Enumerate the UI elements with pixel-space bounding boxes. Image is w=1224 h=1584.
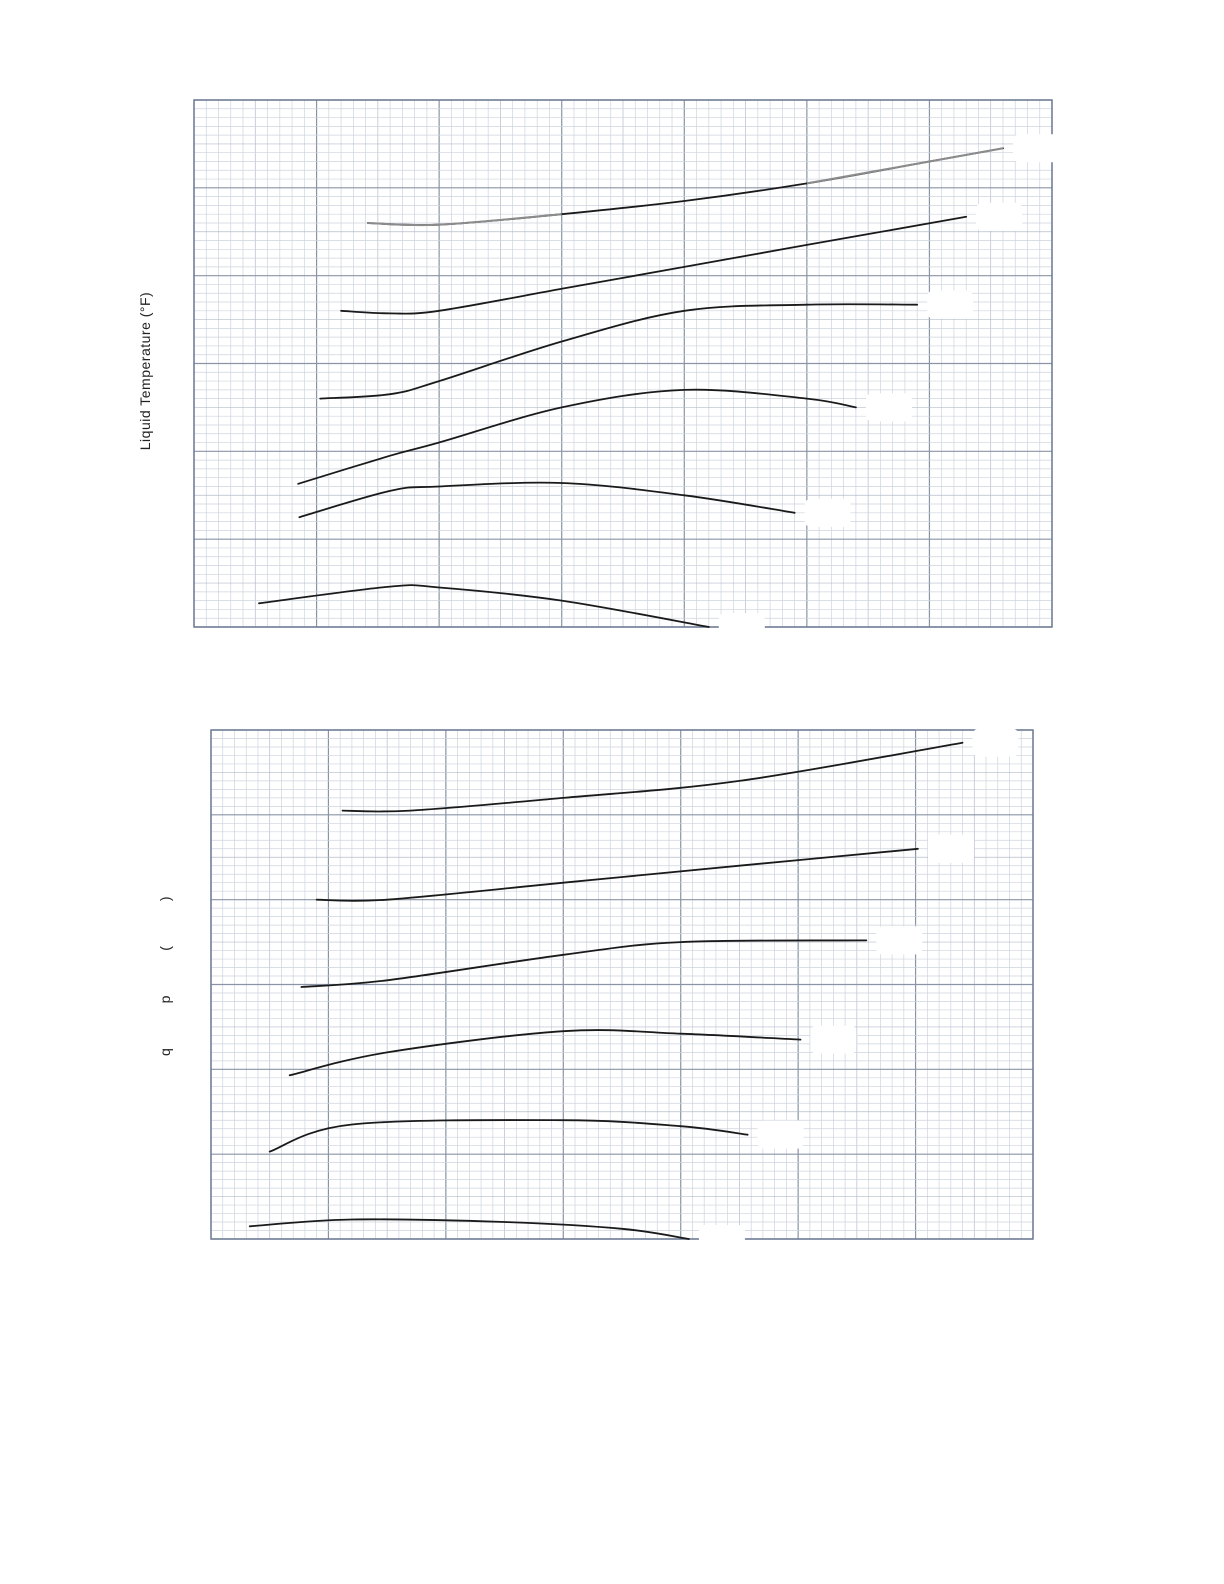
series-label-patch-5 [805,499,851,527]
series-group [259,134,1059,641]
series-line-4 [298,390,856,484]
series-line-2 [317,849,918,901]
series-label-patch-4 [810,1026,856,1054]
series-group [250,729,1019,1253]
series-line-1 [343,743,963,812]
series-label-patch-3 [876,926,922,954]
series-label-patch-6 [719,613,765,641]
series-line-2 [341,217,966,314]
y-axis-label-top: Liquid Temperature (°F) [137,291,153,451]
series-label-patch-1 [1013,134,1059,162]
series-label-patch-4 [866,393,912,421]
series-line-1-faded-start [368,214,562,225]
chart-top-liquid-temperature [194,100,1059,641]
series-label-patch-1 [973,729,1019,757]
chart-bottom [211,729,1033,1253]
series-label-patch-5 [758,1121,804,1149]
series-label-patch-3 [927,291,973,319]
series-line-5 [299,483,794,518]
series-label-patch-6 [699,1225,745,1253]
series-line-5 [270,1120,748,1152]
series-label-patch-2 [928,835,974,863]
series-line-3 [320,304,917,398]
series-label-patch-2 [976,203,1022,231]
y-axis-label-bottom: q p ( ) [157,895,173,1057]
series-line-6 [259,585,709,627]
series-line-3 [301,940,866,987]
grid [194,100,1052,627]
